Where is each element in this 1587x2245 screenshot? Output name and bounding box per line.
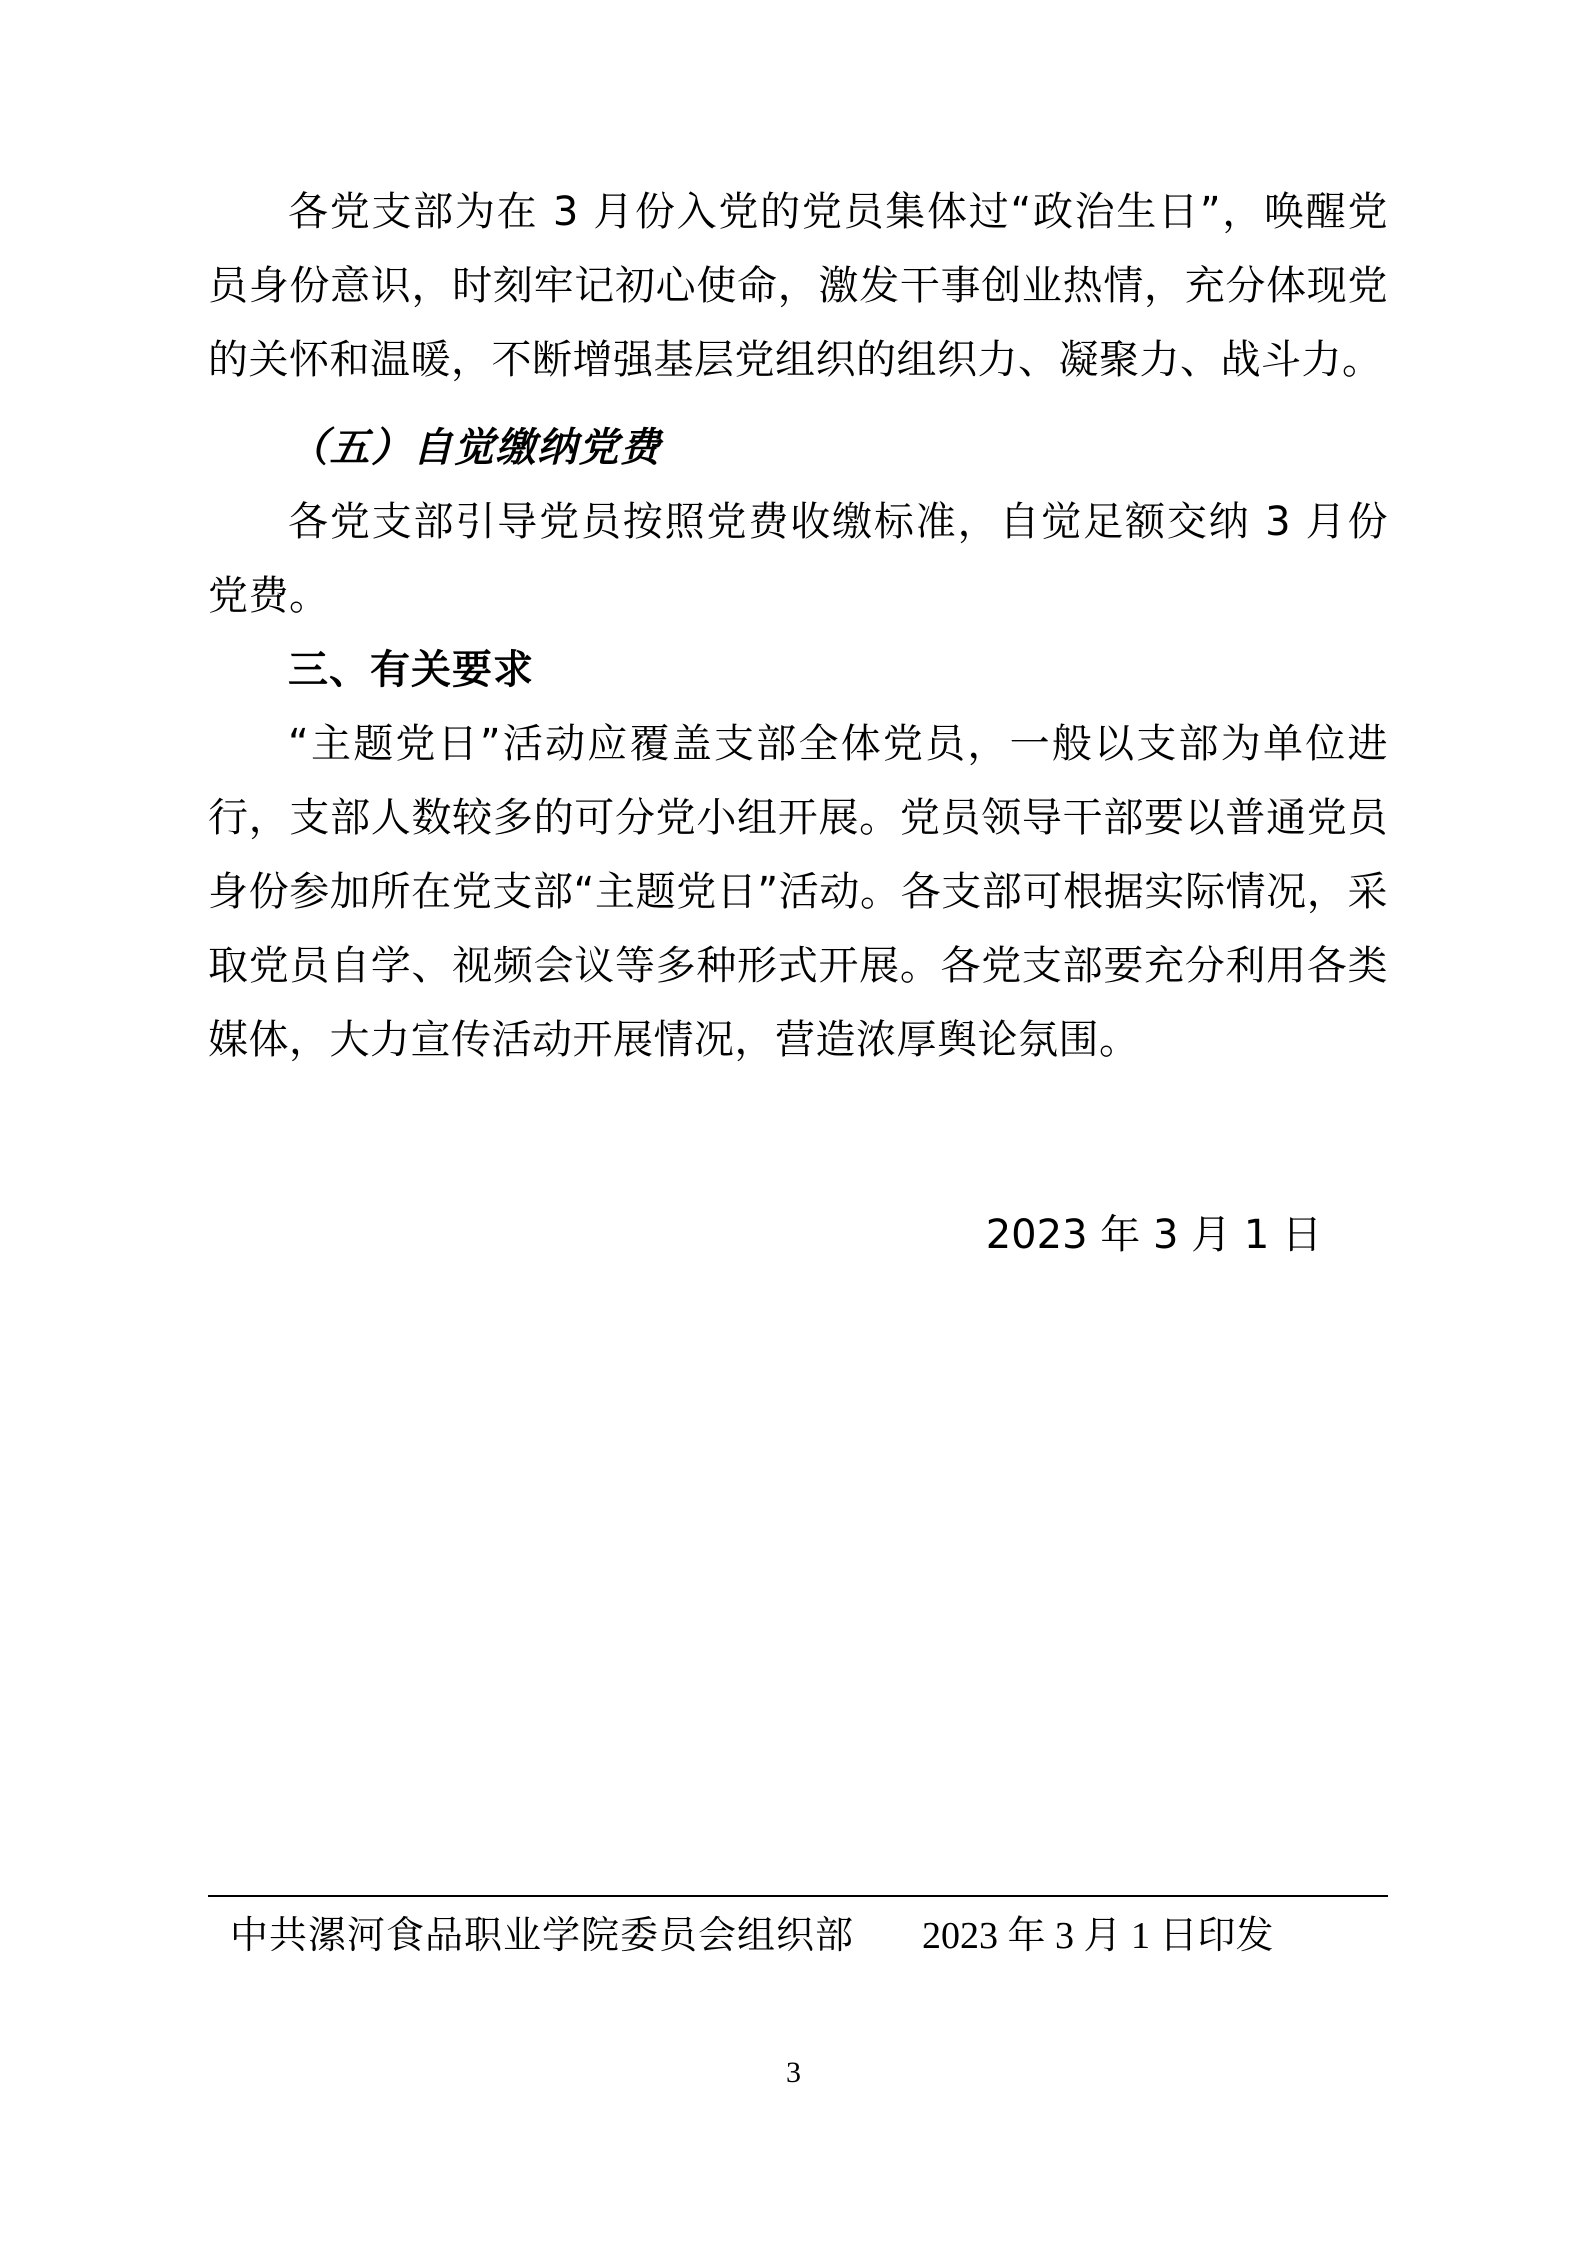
document-body — [208, 175, 1388, 1265]
section-heading-requirements: 三、有关要求 — [288, 647, 534, 693]
section-heading-party-dues: （五）自觉缴纳党费 — [288, 425, 662, 470]
paragraph-requirements: “主题党日”活动应覆盖支部全体党员，一般以支部为单位进行，支部人数较多的可分党小组开展。党员领导干部要以普通党员身份参加所在党支部“主题党日”活动。各支部可根据实际情况，采取党员自学、视频会议等多种形式开展。各党支部要充分利用各类媒体，大力宣传活动开展情况，营造浓厚舆论氛围。 — [208, 721, 1388, 1063]
footer-issuer: 中共漯河食品职业学院委员会组织部 — [230, 1915, 855, 1957]
spacer-before-date — [208, 1077, 1388, 1205]
footer-row — [208, 1907, 1388, 1965]
page-number: 3 — [786, 2056, 801, 2089]
page-footer — [208, 1895, 1388, 1965]
document-date: 2023 年 3 月 1 日 — [985, 1212, 1322, 1258]
paragraph-party-dues: 各党支部引导党员按照党费收缴标准，自觉足额交纳 3 月份党费。 — [208, 499, 1388, 619]
spacer — [208, 397, 1388, 411]
paragraph-political-birthday: 各党支部为在 3 月份入党的党员集体过“政治生日”，唤醒党员身份意识，时刻牢记初心使命，激发干事创业热情，充分体现党的关怀和温暖，不断增强基层党组织的组织力、凝聚力、战斗力。 — [208, 189, 1388, 383]
footer-issue-date: 2023 年 3 月 1 日印发 — [922, 1915, 1274, 1957]
footer-divider — [208, 1895, 1388, 1897]
